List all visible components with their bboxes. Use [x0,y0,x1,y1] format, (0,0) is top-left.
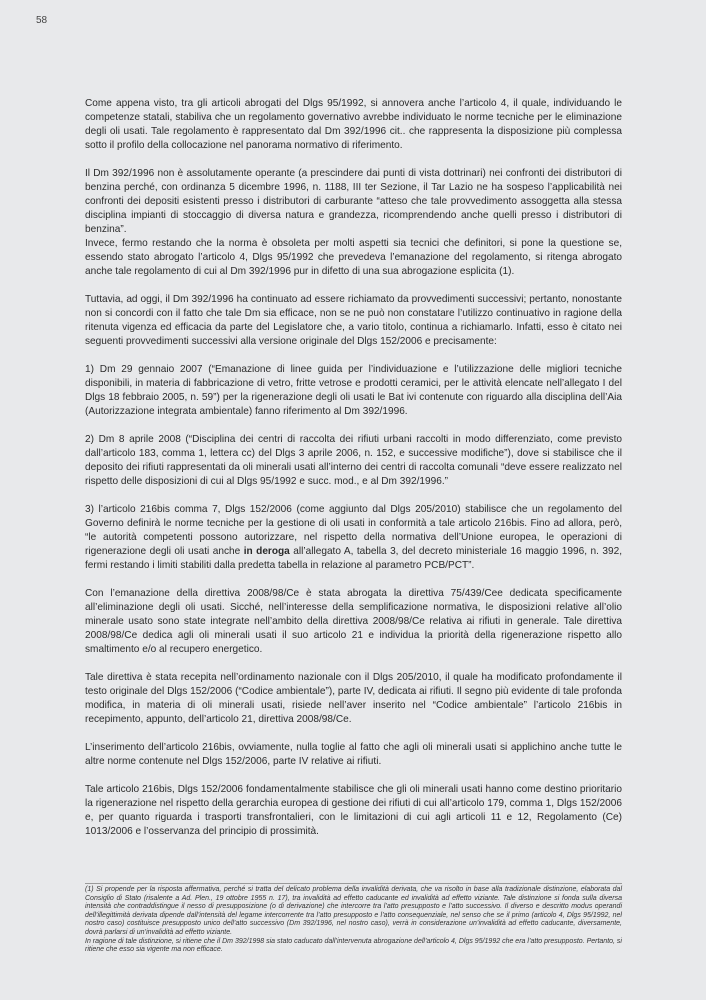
paragraph: L’inserimento dell’articolo 216bis, ovviamente, nulla toglie al fatto che agli oli minerali usati si applichino anche tutte le altre norme contenute nel Dlgs 152/2006, parte IV relative ai rifiuti. [85,742,622,767]
main-text [85,97,622,853]
paragraph: Invece, fermo restando che la norma è obsoleta per molti aspetti sia tecnici che definitori, si pone la questione se, essendo stato abrogato l’articolo 4, Dlgs 95/1992 che prevedeva l’emanazione del regolamento, si ritenga abrogato anche tale regolamento di cui al Dm 392/1996 pur in difetto di una sua abrogazione esplicita (1). [85,238,622,277]
page-number: 58 [36,15,48,26]
paragraph: Il Dm 392/1996 non è assolutamente operante (a prescindere dai punti di vista dottrinari) nei confronti dei distributori di benzina perché, con ordinanza 5 dicembre 1996, n. 1188, III ter Sezione, il Tar Lazio ne ha sospeso l’applicabilità nei confronti dei depositi esistenti presso i distributori di carburante “atteso che tale provvedimento assoggetta alla stessa disciplina impianti di stoccaggio di diversa natura e grandezza, ricomprendendo anche quelli presso i distributori di benzina”. [85,168,622,235]
numbered-list [85,363,622,573]
list-item-text: 3) l’articolo 216bis comma 7, Dlgs 152/2006 (come aggiunto dal Dlgs 205/2010) stabilisce che un regolamento del Governo definirà le norme tecniche per la gestione di oli usati in conformità a tale articolo 216bis. Fino ad allora, però, “le autorità competenti possono autorizzare, nel rispetto della normativa dell’Unione europea, le operazioni di rigenerazione degli oli usati anche [85,504,622,557]
footnote: In ragione di tale distinzione, si ritiene che il Dm 392/1998 sia stato caducato dall’intervenuta abrogazione dell’articolo 4, Dlgs 95/1992 che era l’atto presupposto. Pertanto, si ritiene che esso sia vigente ma non efficace. [85,937,622,954]
list-item: 2) Dm 8 aprile 2008 (“Disciplina dei centri di raccolta dei rifiuti urbani raccolti in modo differenziato, come previsto dall’articolo 183, comma 1, lettera cc) del Dlgs 3 aprile 2006, n. 152, e successive modifiche”), dove si stabilisce che il deposito dei rifiuti rappresentati da oli minerali usati all’interno dei centri di raccolta comunali “deve essere realizzato nel rispetto delle disposizioni di cui al Dlgs 95/1992 e succ. mod., e al Dm 392/1996.” [85,434,622,487]
footnote-divider [85,883,622,884]
paragraph: Tuttavia, ad oggi, il Dm 392/1996 ha continuato ad essere richiamato da provvedimenti successivi; pertanto, nonostante non si concordi con il fatto che tale Dm sia efficace, non se ne può non constatare l’utilizzo continuativo in ragione della ritenuta vigenza ed efficacia da parte del Legislatore che, a vario titolo, continua a richiamarlo. Infatti, esso è citato nei seguenti provvedimenti successivi alla versione originale del Dlgs 152/2006 e precisamente: [85,294,622,347]
bold-phrase: in deroga [243,546,290,557]
list-item [85,503,622,573]
paragraph: Come appena visto, tra gli articoli abrogati del Dlgs 95/1992, si annovera anche l’articolo 4, il quale, individuando le competenze statali, stabiliva che un regolamento governativo avrebbe individuato le norme tecniche per le eliminazione degli oli usati. Tale regolamento è rappresentato dal Dm 392/1996 cit.. che rappresenta la disposizione più complessa sotto il profilo della collocazione nel panorama normativo di riferimento. [85,98,622,151]
list-item: 1) Dm 29 gennaio 2007 (“Emanazione di linee guida per l’individuazione e l’utilizzazione delle migliori tecniche disponibili, in materia di fabbricazione di vetro, fritte vetrose e prodotti ceramici, per le attività elencate nell’allegato I del Dlgs 18 febbraio 2005, n. 59”) per la rigenerazione degli oli usati le Bat ivi contenute con riguardo alla disciplina dell’Aia (Autorizzazione integrata ambientale) fanno riferimento al Dm 392/1996. [85,364,622,417]
paragraph: Con l’emanazione della direttiva 2008/98/Ce è stata abrogata la direttiva 75/439/Cee dedicata specificamente all’eliminazione degli oli usati. Sicché, nell’interesse della semplificazione normativa, le disposizioni relative all’olio minerale usato sono state integrate nell’ambito della direttiva 2008/98/Ce relativa ai rifiuti in generale. Tale direttiva 2008/98/Ce dedica agli oli minerali usati il suo articolo 21 e individua la priorità della rigenerazione rispetto allo smaltimento e/o al recupero energetico. [85,588,622,655]
paragraph: Tale direttiva è stata recepita nell’ordinamento nazionale con il Dlgs 205/2010, il quale ha modificato profondamente il testo originale del Dlgs 152/2006 (“Codice ambientale”), parte IV, dedicata ai rifiuti. Il segno più evidente di tale profonda modifica, in materia di oli minerali usati, risiede nell’aver inserito nel “Codice ambientale” l’articolo 216bis in recepimento, appunto, dell’articolo 21, direttiva 2008/98/Ce. [85,672,622,725]
footnotes [85,886,622,955]
footnote: (1) Si propende per la risposta affermativa, perché si tratta del delicato problema della invalidità derivata, che va risolto in base alla tradizionale distinzione, elaborata dal Consiglio di Stato (risalente a Ad. Plen., 19 ottobre 1955 n. 17), tra invalidità ad effetto caducante ed invalidità ad effetto viziante. Tale distinzione si fonda sulla diversa intensità che contraddistingue il nesso di presupposizione (o di derivazione) che intercorre tra l’atto presupposto e l’atto successivo. Il diverso e descritto modus operandi dell’illegittimità derivata dipende dall’intensità del legame intercorrente tra l’atto presupposto e l’atto consequenziale, nel senso che se il primo (articolo 4, Dlgs 95/1992, nel nostro caso) costituisce presupposto unico dell’atto successivo (Dm 392/1996, nel nostro caso), verrà in considerazione un’invalidità ad effetto caducante, diversamente, dovrà parlarsi di un’invalidità ad effetto viziante. [85,886,622,936]
paragraph: Tale articolo 216bis, Dlgs 152/2006 fondamentalmente stabilisce che gli oli minerali usati hanno come destino prioritario la rigenerazione nel rispetto della gerarchia europea di gestione dei rifiuti di cui all’articolo 179, comma 1, Dlgs 152/2006 e, per quanto riguarda i trasporti transfrontalieri, con le limitazioni di cui agli articoli 11 e 12, Regolamento (Ce) 1013/2006 e l’osservanza del principio di prossimità. [85,784,622,837]
list-item-text: all’allegato A, tabella 3, del decreto ministeriale 16 maggio 1996, n. 392, fermi restando i limiti stabiliti dalla predetta tabella in relazione al parametro PCB/PCT”. [85,546,622,571]
